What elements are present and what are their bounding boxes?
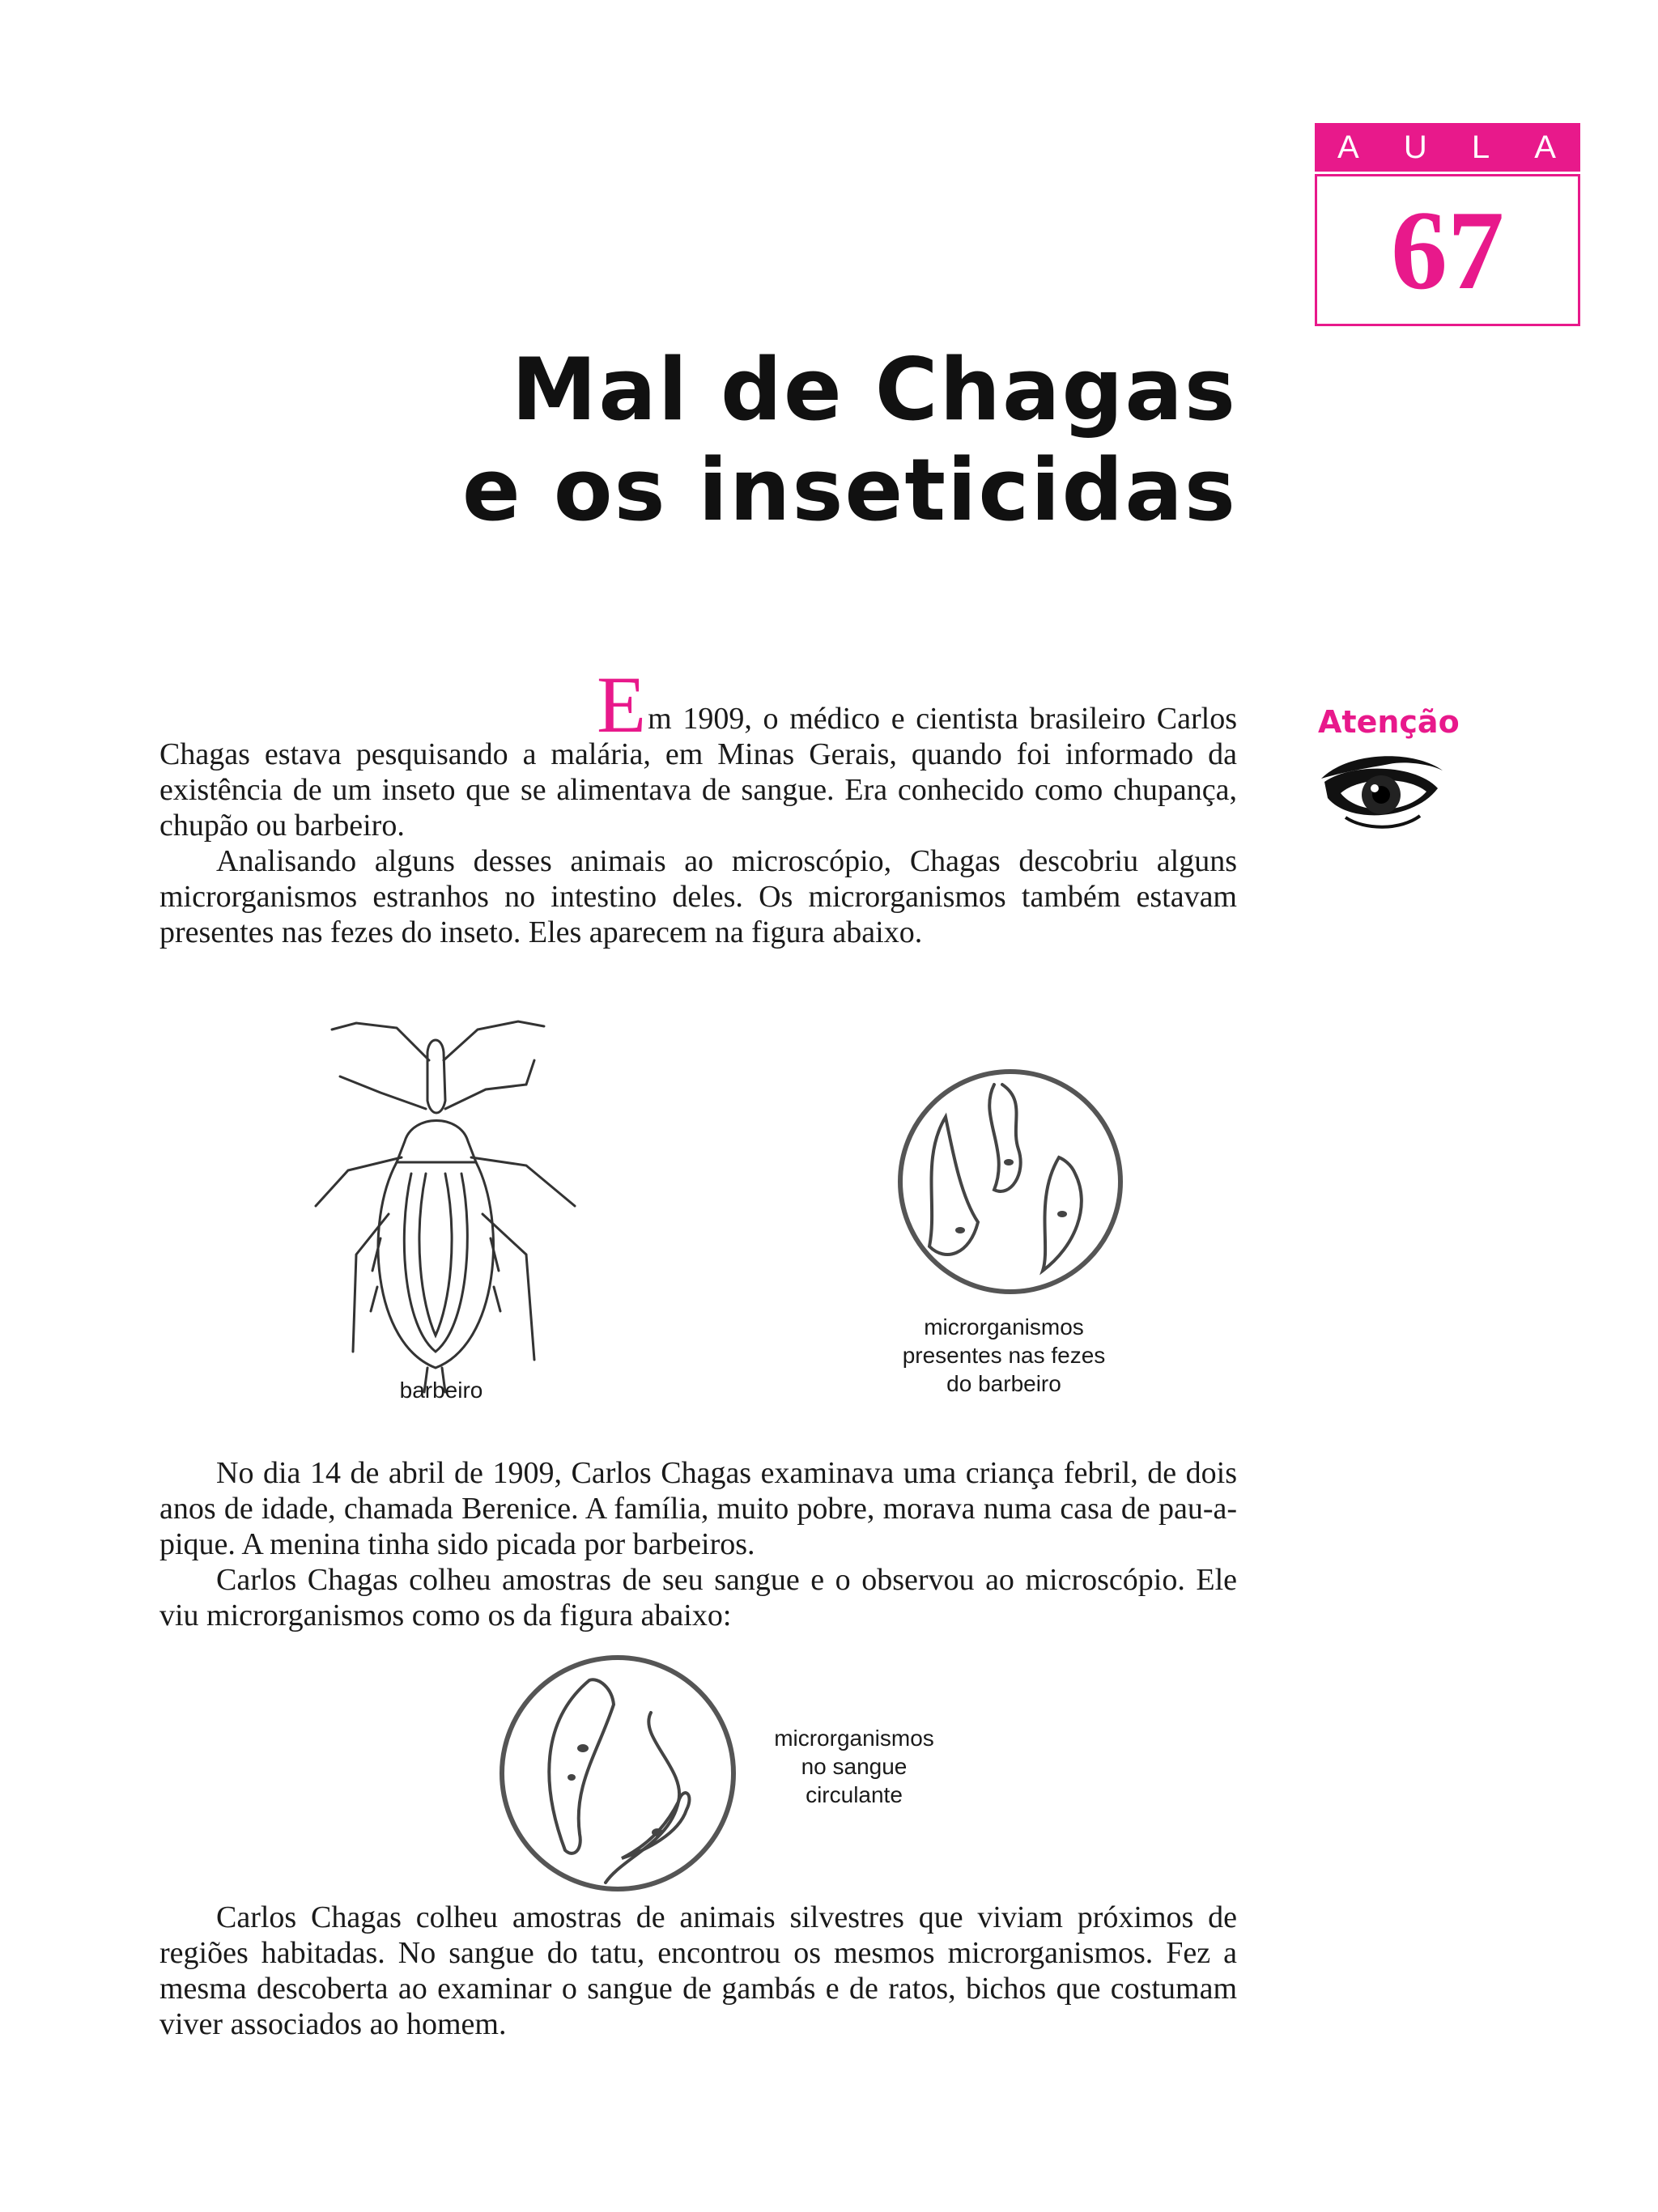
caption-line: microrganismos (924, 1314, 1084, 1340)
caption-line: do barbeiro (946, 1371, 1061, 1396)
drop-cap: E (597, 660, 647, 749)
title-line-1: Mal de Chagas (511, 340, 1237, 439)
paragraph: Analisando alguns desses animais ao microscópio, Chagas descobriu alguns microrganismos estranhos no intestino deles. Os microrganismos também estavam presentes nas fezes do inseto. Eles aparecem na figura abaixo. (159, 844, 1237, 949)
feces-microorganisms-illustration (889, 1060, 1132, 1303)
page-title (462, 340, 1237, 541)
feces-caption (842, 1313, 1166, 1398)
lesson-letter: A (1534, 129, 1558, 165)
eye-icon (1316, 746, 1446, 843)
caption-line: no sangue (801, 1754, 908, 1779)
lesson-header-label (1315, 123, 1580, 172)
lesson-letter: U (1403, 129, 1429, 165)
paragraph (159, 660, 1237, 843)
barbeiro-illustration (283, 1012, 591, 1408)
caption-line: circulante (806, 1782, 903, 1807)
intro-text (159, 660, 1237, 950)
lesson-number: 67 (1315, 174, 1580, 326)
caption-line: microrganismos (774, 1726, 934, 1751)
blood-caption (729, 1724, 980, 1809)
lesson-letter: A (1337, 129, 1361, 165)
paragraph: No dia 14 de abril de 1909, Carlos Chagas examinava uma criança febril, de dois anos de idade, chamada Berenice. A família, muito pobre, morava numa casa de pau-a-pique. A menina tinha sido picada por barbeiros. (159, 1456, 1237, 1561)
attention-label: Atenção (1318, 704, 1460, 740)
caption-line: presentes nas fezes (902, 1343, 1106, 1368)
body-text-2 (159, 1455, 1237, 1633)
title-line-2: e os inseticidas (461, 440, 1237, 540)
body-text-3 (159, 1900, 1237, 2042)
insect-caption: barbeiro (399, 1378, 483, 1403)
paragraph: Carlos Chagas colheu amostras de animais silvestres que viviam próximos de regiões habitadas. No sangue do tatu, encontrou os mesmos microrganismos. Fez a mesma descoberta ao examinar o sangue de gambás e de ratos, bichos que costumam viver associados ao homem. (159, 1900, 1237, 2041)
paragraph-text: m 1909, o médico e cientista brasileiro Carlos Chagas estava pesquisando a malária, em Minas Gerais, quando foi informado da existência de um inseto que se alimentava de sangue. Era conhecido como chupança, chupão ou barbeiro. (159, 702, 1237, 843)
paragraph: Carlos Chagas colheu amostras de seu sangue e o observou ao microscópio. Ele viu microrganismos como os da figura abaixo: (159, 1563, 1237, 1632)
blood-microorganisms-illustration (492, 1648, 743, 1899)
lesson-letter: L (1471, 129, 1492, 165)
